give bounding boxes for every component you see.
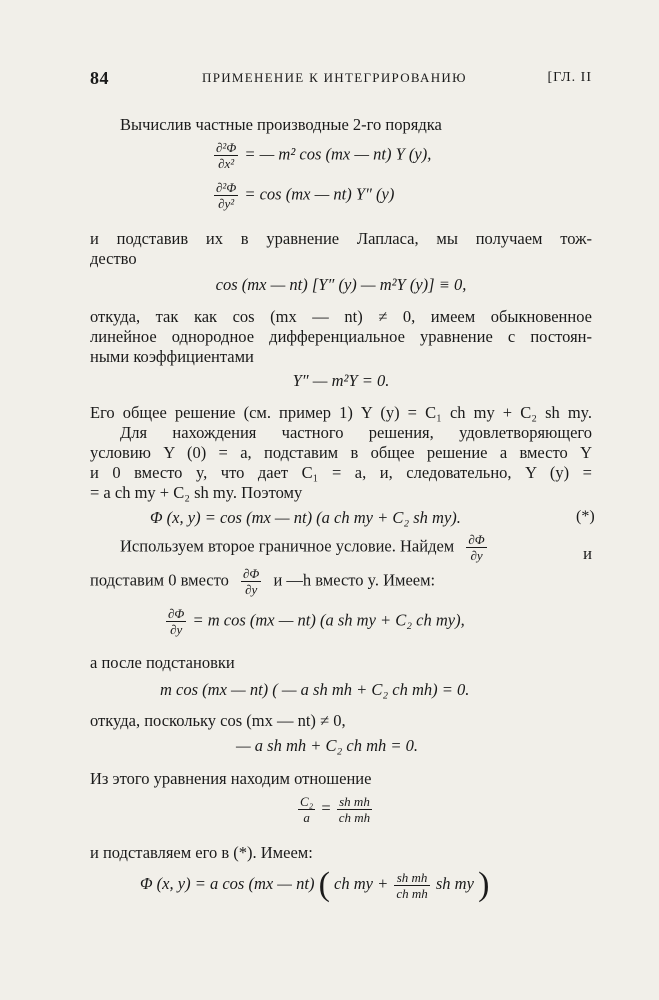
fraction-numerator: sh mh [337,794,372,810]
equation-d2phi-dy2 [212,180,394,211]
fraction-numerator: ∂Φ [468,532,485,547]
paragraph-line: линейное однородное дифференциальное уравнение с постоян- [90,327,592,346]
fraction-denominator: ∂y [470,548,483,563]
equation-ode: Y″ — m²Y = 0. [292,371,390,390]
fraction-denominator: ∂y² [218,196,235,211]
paragraph-line: и 0 вместо y, что дает C₁ = a, и, следовательно, Y (y) = [90,463,592,482]
paragraph-line: = a ch my + C₂ sh my. Поэтому [90,483,303,502]
fraction-numerator: ∂²Φ [216,140,237,155]
equation-rhs: = m cos (mx — nt) (a sh my + C₂ ch my), [192,610,465,630]
paragraph-line: Из этого уравнения находим отношение [90,769,372,788]
equation-identity: cos (mx — nt) [Y″ (y) — m²Y (y)] ≡ 0, [215,275,467,294]
paragraph-line: а после подстановки [90,653,235,672]
equation-substituted: m cos (mx — nt) ( — a sh mh + C₂ ch mh) = 0. [160,680,470,699]
paragraph-line: и подставляем его в (*). Имеем: [90,843,313,862]
equation-label: (*) [576,508,595,525]
fraction-denominator: ch mh [396,885,428,901]
equation-ratio [296,794,374,825]
fraction-denominator: ∂y [170,622,183,637]
fraction-numerator: sh mh [394,870,429,886]
equation-rhs: = — m² cos (mx — nt) Y (y), [244,144,432,164]
equals-sign: = [321,798,331,818]
paragraph-line [90,566,435,597]
text-run: и —h вместо y. Имеем: [273,570,436,590]
page-header [90,68,592,92]
fraction-denominator: ∂y [245,582,258,597]
fraction-denominator: ch mh [338,810,371,825]
text-run: и [583,544,592,563]
equation-term: sh my [435,873,474,893]
paragraph-line: Вычислив частные производные 2-го порядка [120,115,442,134]
paragraph-line: дество [90,249,137,268]
equation-term: ch my + [334,873,389,893]
paragraph-line [120,532,592,563]
fraction-numerator: ∂²Φ [216,180,237,195]
paragraph-line: откуда, так как cos (mx — nt) ≠ 0, имеем обыкновенное [90,307,592,326]
chapter-label: [ГЛ. II [547,70,592,85]
paragraph-line: и подставив их в уравнение Лапласа, мы получаем тож- [90,229,592,248]
equation-rhs: = cos (mx — nt) Y″ (y) [244,184,395,204]
paragraph-line: Его общее решение (см. пример 1) Y (y) = C₁ ch my + C₂ sh my. [90,403,592,422]
equation-boundary: — a sh mh + C₂ ch mh = 0. [236,736,419,755]
paragraph-line: условию Y (0) = a, подставим в общее решение a вместо Y [90,443,592,462]
close-paren: ) [478,866,490,903]
equation-d2phi-dx2 [212,140,431,171]
fraction-numerator: ∂Φ [168,606,185,621]
equation-star: Φ (x, y) = cos (mx — nt) (a ch my + C₂ sh my). [150,508,461,527]
open-paren: ( [318,866,330,903]
page-number: 84 [90,68,109,88]
running-title: ПРИМЕНЕНИЕ К ИНТЕГРИРОВАНИЮ [202,70,467,85]
fraction-numerator: C₂ [300,794,314,809]
equation-lhs: Φ (x, y) = a cos (mx — nt) [140,873,315,893]
paragraph-line: откуда, поскольку cos (mx — nt) ≠ 0, [90,711,346,730]
text-run: подставим 0 вместо [90,570,229,590]
paragraph-line: Для нахождения частного решения, удовлетворяющего [120,423,592,442]
fraction-denominator: ∂x² [218,156,235,171]
equation-final [140,868,489,902]
text-run: Используем второе граничное условие. Найдем [120,536,455,556]
paragraph-line: ными коэффициентами [90,347,254,366]
fraction-denominator: a [303,810,310,825]
equation-dphi-dy [164,606,465,637]
fraction-numerator: ∂Φ [243,566,260,581]
